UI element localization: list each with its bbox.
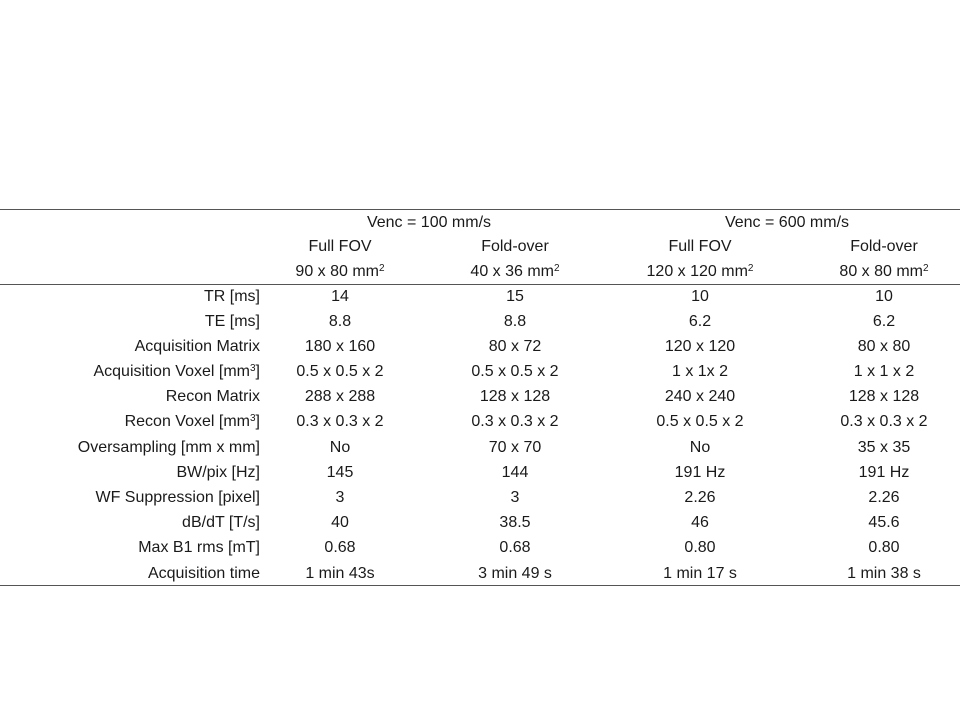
table-row bbox=[0, 359, 960, 384]
table-cell: 0.68 bbox=[499, 539, 531, 556]
table-row bbox=[0, 510, 960, 535]
table-row bbox=[0, 384, 960, 409]
table-cell: 8.8 bbox=[328, 313, 352, 330]
column-fov: 80 x 80 $mm^2$ bbox=[839, 262, 929, 280]
table-cell: 1 x 1 x 2 bbox=[853, 363, 915, 380]
table-cell: 128 x 128 bbox=[479, 388, 551, 405]
table-cell: No bbox=[689, 439, 711, 456]
table-cell: 0.3 x 0.3 x 2 bbox=[296, 413, 384, 430]
column-fov: 40 x 36 $mm^2$ bbox=[470, 262, 560, 280]
table-row bbox=[0, 435, 960, 460]
table-cell: 2.26 bbox=[868, 489, 900, 506]
row-label: Max B1 rms [mT] bbox=[138, 539, 260, 556]
table-cell: 288 x 288 bbox=[304, 388, 376, 405]
row-label: Recon Voxel $[mm^3]$ bbox=[124, 412, 260, 430]
table-cell: 46 bbox=[691, 514, 709, 531]
row-label: Acquisition Matrix bbox=[134, 338, 260, 355]
table-cell: 10 bbox=[875, 288, 893, 305]
row-label: Acquisition time bbox=[147, 565, 260, 582]
table-cell: 120 x 120 bbox=[664, 338, 736, 355]
table-cell: 15 bbox=[506, 288, 524, 305]
table-cell: 191 Hz bbox=[674, 464, 726, 481]
table-cell: 3 bbox=[510, 489, 520, 506]
table-row bbox=[0, 561, 960, 586]
table-row bbox=[0, 409, 960, 434]
table-cell: 14 bbox=[331, 288, 349, 305]
table-cell: 0.3 x 0.3 x 2 bbox=[471, 413, 559, 430]
table-cell: 35 x 35 bbox=[857, 439, 911, 456]
table-cell: 38.5 bbox=[499, 514, 531, 531]
table-cell: 45.6 bbox=[868, 514, 900, 531]
column-header: Full FOV bbox=[308, 238, 372, 255]
table-cell: 80 x 80 bbox=[857, 338, 911, 355]
column-header: Fold-over bbox=[850, 238, 918, 255]
column-fov: 120 x 120 $mm^2$ bbox=[646, 262, 754, 280]
table-cell: 1 min 38 s bbox=[847, 565, 921, 582]
column-header: Fold-over bbox=[481, 238, 549, 255]
table-cell: 80 x 72 bbox=[488, 338, 542, 355]
table-cell: 1 x 1x 2 bbox=[671, 363, 729, 380]
table-row bbox=[0, 535, 960, 560]
row-label: dB/dT [T/s] bbox=[182, 514, 260, 531]
column-fov: 90 x 80 $mm^2$ bbox=[295, 262, 385, 280]
table-cell: 8.8 bbox=[503, 313, 527, 330]
table-row bbox=[0, 284, 960, 309]
table-cell: 0.3 x 0.3 x 2 bbox=[840, 413, 928, 430]
table-cell: 0.5 x 0.5 x 2 bbox=[656, 413, 744, 430]
table-cell: 0.5 x 0.5 x 2 bbox=[471, 363, 559, 380]
table-cell: No bbox=[329, 439, 351, 456]
table-cell: 240 x 240 bbox=[664, 388, 736, 405]
table-row bbox=[0, 309, 960, 334]
fov-header-row bbox=[0, 259, 960, 284]
column-header: Full FOV bbox=[668, 238, 732, 255]
table-cell: 6.2 bbox=[688, 313, 712, 330]
table-cell: 144 bbox=[501, 464, 529, 481]
table-cell: 1 min 17 s bbox=[663, 565, 737, 582]
table-cell: 0.80 bbox=[684, 539, 716, 556]
table-cell: 3 min 49 s bbox=[478, 565, 552, 582]
group-venc-100: Venc = 100 mm/s bbox=[366, 214, 492, 231]
table-row bbox=[0, 460, 960, 485]
table-cell: 6.2 bbox=[872, 313, 896, 330]
group-header-row bbox=[0, 210, 960, 235]
table-bottom-rule bbox=[0, 585, 960, 586]
table-cell: 70 x 70 bbox=[488, 439, 542, 456]
table-cell: 0.68 bbox=[324, 539, 356, 556]
row-label: BW/pix [Hz] bbox=[176, 464, 260, 481]
table-cell: 40 bbox=[331, 514, 349, 531]
row-label: TE [ms] bbox=[204, 313, 260, 330]
row-label: Acquisition Voxel $[mm^3]$ bbox=[93, 362, 260, 380]
row-label: WF Suppression [pixel] bbox=[95, 489, 260, 506]
table-cell: 191 Hz bbox=[858, 464, 910, 481]
table-cell: 10 bbox=[691, 288, 709, 305]
table-cell: 145 bbox=[326, 464, 354, 481]
table-row bbox=[0, 485, 960, 510]
row-label: Recon Matrix bbox=[165, 388, 260, 405]
column-header-row bbox=[0, 234, 960, 259]
table-cell: 2.26 bbox=[684, 489, 716, 506]
table-cell: 128 x 128 bbox=[848, 388, 920, 405]
table-cell: 3 bbox=[335, 489, 345, 506]
table-cell: 0.5 x 0.5 x 2 bbox=[296, 363, 384, 380]
group-venc-600: Venc = 600 mm/s bbox=[724, 214, 850, 231]
table-row bbox=[0, 334, 960, 359]
table-cell: 0.80 bbox=[868, 539, 900, 556]
table-cell: 180 x 160 bbox=[304, 338, 376, 355]
row-label: TR [ms] bbox=[204, 288, 260, 305]
table-cell: 1 min 43s bbox=[305, 565, 375, 582]
row-label: Oversampling [mm x mm] bbox=[77, 439, 260, 456]
